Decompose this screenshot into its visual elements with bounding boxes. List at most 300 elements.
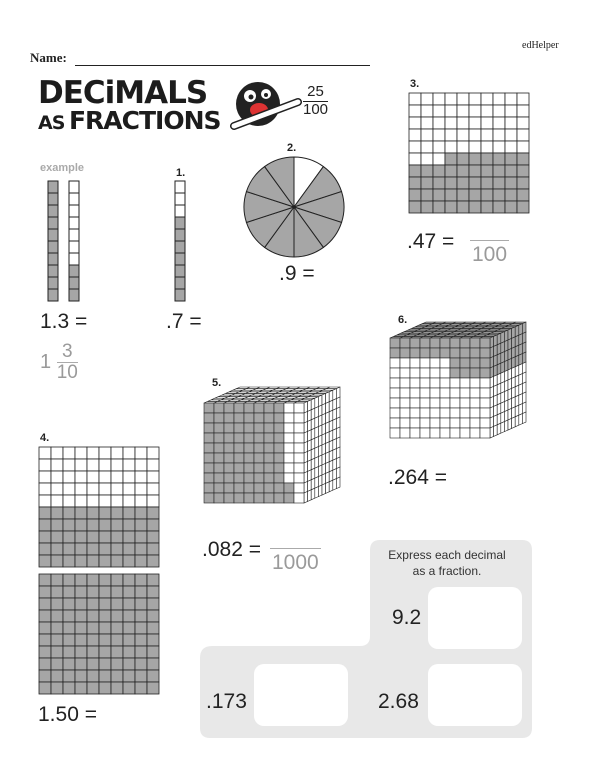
cube-side-cell (318, 475, 322, 487)
cube-front-cell (234, 433, 244, 443)
grid-cell (469, 141, 481, 153)
cube-front-cell (264, 493, 274, 503)
cube-front-cell (420, 418, 430, 428)
cube-side-cell (501, 342, 505, 354)
cube-side-cell (519, 324, 523, 336)
cube-front-cell (254, 423, 264, 433)
grid-cell (505, 153, 517, 165)
grid-cell (87, 459, 99, 471)
grid-cell (493, 117, 505, 129)
cube-front-cell (450, 428, 460, 438)
cube-side-cell (318, 405, 322, 417)
cube-front-cell (450, 388, 460, 398)
grid-cell (111, 495, 123, 507)
grid-cell (39, 531, 51, 543)
cube-front-cell (214, 443, 224, 453)
grid-cell (123, 471, 135, 483)
grid-cell (63, 483, 75, 495)
grid-cell (39, 622, 51, 634)
bar-cell (69, 205, 79, 217)
problem-5-equation: .082 = (202, 538, 261, 561)
cube-side-cell (326, 402, 330, 414)
cube-front-cell (410, 428, 420, 438)
grid-cell (39, 495, 51, 507)
cube-front-cell (470, 378, 480, 388)
grid-cell (75, 622, 87, 634)
cube-side-cell (490, 346, 494, 358)
problem-3-equation: .47 = (407, 230, 455, 253)
cube-front-cell (234, 453, 244, 463)
cube-front-cell (390, 368, 400, 378)
bar-cell (48, 241, 58, 253)
grid-cell (51, 495, 63, 507)
name-input-line[interactable] (75, 64, 370, 66)
cube-front-cell (440, 338, 450, 348)
bar-cell (69, 277, 79, 289)
cube-side-cell (501, 332, 505, 344)
grid-cell (409, 141, 421, 153)
cube-front-cell (410, 378, 420, 388)
cube-side-cell (304, 481, 308, 493)
cube-front-cell (214, 423, 224, 433)
grid-cell (457, 165, 469, 177)
cube-front-cell (284, 403, 294, 413)
cube-side-cell (315, 397, 319, 409)
grid-cell (75, 519, 87, 531)
grid-cell (147, 634, 159, 646)
grid-cell (409, 117, 421, 129)
cube-side-cell (490, 416, 494, 428)
cube-front-cell (234, 493, 244, 503)
grid-cell (135, 670, 147, 682)
grid-cell (99, 622, 111, 634)
cube-front-cell (224, 433, 234, 443)
cube-side-cell (490, 366, 494, 378)
grid-cell (99, 670, 111, 682)
cube-side-cell (515, 355, 519, 367)
bar-cell (48, 229, 58, 241)
grid-cell (481, 177, 493, 189)
cube-side-cell (494, 385, 498, 397)
cube-side-cell (515, 325, 519, 337)
cube-side-cell (315, 477, 319, 489)
cube-front-cell (254, 413, 264, 423)
bar-cell (48, 181, 58, 193)
bar-cell (175, 205, 185, 217)
cube-side-cell (311, 398, 315, 410)
cube-side-cell (315, 457, 319, 469)
grid-cell (135, 483, 147, 495)
cube-front-cell (244, 463, 254, 473)
grid-cell (481, 117, 493, 129)
cube-side-cell (311, 448, 315, 460)
cube-side-cell (329, 410, 333, 422)
grid-cell (409, 177, 421, 189)
cube-front-cell (410, 388, 420, 398)
cube-front-cell (274, 473, 284, 483)
cube-side-cell (333, 389, 337, 401)
cube-front-cell (244, 423, 254, 433)
grid-cell (87, 574, 99, 586)
grid-cell (111, 610, 123, 622)
cube-side-cell (522, 402, 526, 414)
grid-cell (111, 634, 123, 646)
cube-side-cell (333, 419, 337, 431)
grid-cell (505, 165, 517, 177)
grid-cell (39, 610, 51, 622)
cube-front-cell (284, 433, 294, 443)
cube-front-cell (204, 483, 214, 493)
cube-front-cell (430, 358, 440, 368)
practice-answer-box-1[interactable] (254, 664, 348, 726)
grid-cell (481, 189, 493, 201)
grid-cell (87, 507, 99, 519)
cube-front-cell (214, 433, 224, 443)
cube-front-cell (430, 348, 440, 358)
cube-side-cell (519, 344, 523, 356)
cube-front-cell (234, 483, 244, 493)
cube-front-cell (470, 338, 480, 348)
cube-front-cell (400, 398, 410, 408)
grid-cell (421, 117, 433, 129)
grid-cell (147, 459, 159, 471)
grid-cell (505, 177, 517, 189)
grid-cell (39, 447, 51, 459)
grid-cell (87, 658, 99, 670)
bar-cell (48, 205, 58, 217)
cube-front-cell (204, 423, 214, 433)
cube-front-cell (274, 413, 284, 423)
cube-front-cell (420, 378, 430, 388)
grid-cell (87, 447, 99, 459)
cube-side-cell (522, 412, 526, 424)
example-bar-1 (47, 180, 61, 302)
example-answer (40, 342, 78, 383)
grid-cell (469, 189, 481, 201)
cube-side-cell (318, 415, 322, 427)
cube-front-cell (284, 453, 294, 463)
problem-4-grid-b (38, 573, 162, 697)
cube-side-cell (304, 441, 308, 453)
practice-instruction-line2: as a fraction. (412, 564, 482, 578)
bar-cell (175, 289, 185, 301)
grid-cell (433, 129, 445, 141)
cube-front-cell (284, 473, 294, 483)
grid-cell (99, 574, 111, 586)
cube-side-cell (497, 423, 501, 435)
grid-cell (75, 586, 87, 598)
cube-side-cell (508, 398, 512, 410)
cube-side-cell (522, 382, 526, 394)
problem-6-cube (386, 320, 538, 458)
practice-item-2: 9.2 (392, 606, 422, 629)
grid-cell (147, 543, 159, 555)
grid-cell (75, 574, 87, 586)
example-answer-whole: 1 (40, 350, 52, 373)
cube-side-cell (494, 335, 498, 347)
grid-cell (75, 495, 87, 507)
problem-5-cube-faces (204, 387, 340, 503)
cube-front-cell (440, 428, 450, 438)
cube-side-cell (508, 328, 512, 340)
cube-side-cell (333, 409, 337, 421)
cube-front-cell (254, 453, 264, 463)
grid-cell (99, 682, 111, 694)
grid-cell (147, 658, 159, 670)
grid-cell (433, 177, 445, 189)
grid-cell (123, 586, 135, 598)
grid-cell (63, 646, 75, 658)
grid-cell (481, 141, 493, 153)
grid-cell (75, 447, 87, 459)
cube-front-cell (430, 368, 440, 378)
cube-side-cell (326, 472, 330, 484)
cube-front-cell (440, 408, 450, 418)
grid-cell (147, 646, 159, 658)
problem-4-equation: 1.50 = (38, 703, 97, 726)
problem-3-grid-cells (409, 93, 529, 213)
cube-front-cell (460, 368, 470, 378)
grid-cell (87, 598, 99, 610)
grid-cell (123, 447, 135, 459)
cube-front-cell (400, 358, 410, 368)
cube-front-cell (244, 493, 254, 503)
grid-cell (111, 670, 123, 682)
grid-cell (135, 495, 147, 507)
cube-front-cell (234, 463, 244, 473)
cube-front-cell (264, 483, 274, 493)
grid-cell (147, 610, 159, 622)
grid-cell (51, 531, 63, 543)
cube-front-cell (294, 483, 304, 493)
cube-front-cell (294, 493, 304, 503)
grid-cell (123, 483, 135, 495)
cube-front-cell (460, 338, 470, 348)
grid-cell (123, 622, 135, 634)
cube-side-cell (304, 491, 308, 503)
cube-side-cell (315, 467, 319, 479)
cube-side-cell (508, 348, 512, 360)
cube-side-cell (329, 460, 333, 472)
grid-cell (75, 459, 87, 471)
grid-cell (445, 117, 457, 129)
cube-side-cell (333, 429, 337, 441)
bar-cell (48, 217, 58, 229)
grid-cell (517, 141, 529, 153)
cube-front-cell (400, 388, 410, 398)
grid-cell (39, 543, 51, 555)
grid-cell (421, 201, 433, 213)
grid-cell (87, 531, 99, 543)
grid-cell (51, 507, 63, 519)
grid-cell (39, 507, 51, 519)
cube-side-cell (304, 451, 308, 463)
brand-label: edHelper (522, 40, 559, 51)
cube-side-cell (336, 397, 340, 409)
grid-cell (135, 574, 147, 586)
cube-side-cell (322, 423, 326, 435)
bar-cell (175, 181, 185, 193)
cube-side-cell (522, 332, 526, 344)
grid-cell (135, 555, 147, 567)
grid-cell (99, 507, 111, 519)
problem-1-equation: .7 = (166, 310, 202, 333)
example-bar-1-cells (48, 181, 58, 301)
cube-side-cell (315, 487, 319, 499)
grid-cell (409, 201, 421, 213)
grid-cell (99, 543, 111, 555)
cube-side-cell (490, 356, 494, 368)
cube-front-cell (390, 358, 400, 368)
cube-side-cell (515, 415, 519, 427)
cube-front-cell (460, 348, 470, 358)
grid-cell (135, 658, 147, 670)
cube-side-cell (311, 478, 315, 490)
cube-side-cell (329, 470, 333, 482)
grid-cell (445, 105, 457, 117)
cube-side-cell (311, 408, 315, 420)
grid-cell (421, 189, 433, 201)
cube-front-cell (480, 368, 490, 378)
grid-cell (517, 189, 529, 201)
cube-front-cell (400, 368, 410, 378)
practice-answer-box-2[interactable] (428, 587, 522, 649)
grid-cell (111, 447, 123, 459)
grid-cell (135, 447, 147, 459)
cube-front-cell (400, 428, 410, 438)
grid-cell (111, 586, 123, 598)
cube-front-cell (244, 433, 254, 443)
cube-front-cell (294, 463, 304, 473)
grid-cell (75, 471, 87, 483)
grid-cell (39, 670, 51, 682)
example-equation: 1.3 = (40, 310, 88, 333)
cube-front-cell (214, 493, 224, 503)
grid-cell (63, 598, 75, 610)
grid-cell (409, 93, 421, 105)
grid-cell (123, 646, 135, 658)
cube-front-cell (224, 493, 234, 503)
grid-cell (99, 459, 111, 471)
cube-front-cell (224, 453, 234, 463)
cube-front-cell (400, 348, 410, 358)
cube-side-cell (333, 459, 337, 471)
grid-cell (409, 153, 421, 165)
cube-front-cell (264, 403, 274, 413)
problem-3-grid (408, 92, 532, 216)
cube-side-cell (515, 405, 519, 417)
cube-front-cell (460, 418, 470, 428)
grid-cell (111, 658, 123, 670)
cube-side-cell (322, 463, 326, 475)
cube-side-cell (490, 336, 494, 348)
grid-cell (457, 129, 469, 141)
grid-cell (135, 471, 147, 483)
grid-cell (147, 574, 159, 586)
cube-side-cell (326, 422, 330, 434)
grid-cell (75, 555, 87, 567)
grid-cell (51, 519, 63, 531)
bar-cell (69, 289, 79, 301)
grid-cell (505, 117, 517, 129)
grid-cell (87, 622, 99, 634)
practice-item-1: .173 (206, 690, 247, 713)
cube-side-cell (519, 354, 523, 366)
grid-cell (505, 129, 517, 141)
cube-front-cell (214, 463, 224, 473)
grid-cell (123, 598, 135, 610)
grid-cell (517, 129, 529, 141)
cube-front-cell (254, 433, 264, 443)
mascot-numerator: 25 (303, 84, 328, 102)
grid-cell (99, 610, 111, 622)
grid-cell (123, 531, 135, 543)
grid-cell (135, 610, 147, 622)
cube-side-cell (501, 362, 505, 374)
problem-4-grid-a (38, 446, 162, 570)
grid-cell (469, 201, 481, 213)
cube-side-cell (504, 350, 508, 362)
grid-cell (63, 682, 75, 694)
grid-cell (147, 670, 159, 682)
cube-side-cell (512, 417, 516, 429)
cube-side-cell (504, 420, 508, 432)
grid-cell (123, 634, 135, 646)
cube-front-cell (204, 403, 214, 413)
cube-side-cell (318, 465, 322, 477)
grid-cell (75, 658, 87, 670)
cube-side-cell (494, 415, 498, 427)
grid-cell (457, 189, 469, 201)
grid-cell (51, 459, 63, 471)
bar-cell (48, 277, 58, 289)
cube-front-cell (274, 463, 284, 473)
grid-cell (147, 531, 159, 543)
bar-cell (48, 253, 58, 265)
cube-front-cell (294, 413, 304, 423)
grid-cell (63, 555, 75, 567)
cube-side-cell (497, 373, 501, 385)
cube-front-cell (244, 483, 254, 493)
grid-cell (123, 658, 135, 670)
cube-side-cell (512, 347, 516, 359)
cube-side-cell (497, 413, 501, 425)
cube-front-cell (420, 398, 430, 408)
cube-side-cell (304, 471, 308, 483)
cube-front-cell (460, 358, 470, 368)
problem-3-number: 3. (410, 78, 420, 90)
grid-cell (505, 93, 517, 105)
grid-cell (39, 519, 51, 531)
problem-4-number: 4. (40, 432, 50, 444)
bar-cell (69, 229, 79, 241)
practice-answer-box-3[interactable] (428, 664, 522, 726)
grid-cell (147, 495, 159, 507)
cube-front-cell (224, 413, 234, 423)
cube-side-cell (322, 393, 326, 405)
grid-cell (409, 165, 421, 177)
cube-side-cell (326, 432, 330, 444)
cube-front-cell (420, 348, 430, 358)
grid-cell (63, 519, 75, 531)
cube-side-cell (515, 385, 519, 397)
grid-cell (457, 105, 469, 117)
cube-side-cell (519, 384, 523, 396)
grid-cell (51, 658, 63, 670)
grid-cell (87, 483, 99, 495)
cube-front-cell (420, 428, 430, 438)
cube-front-cell (480, 348, 490, 358)
